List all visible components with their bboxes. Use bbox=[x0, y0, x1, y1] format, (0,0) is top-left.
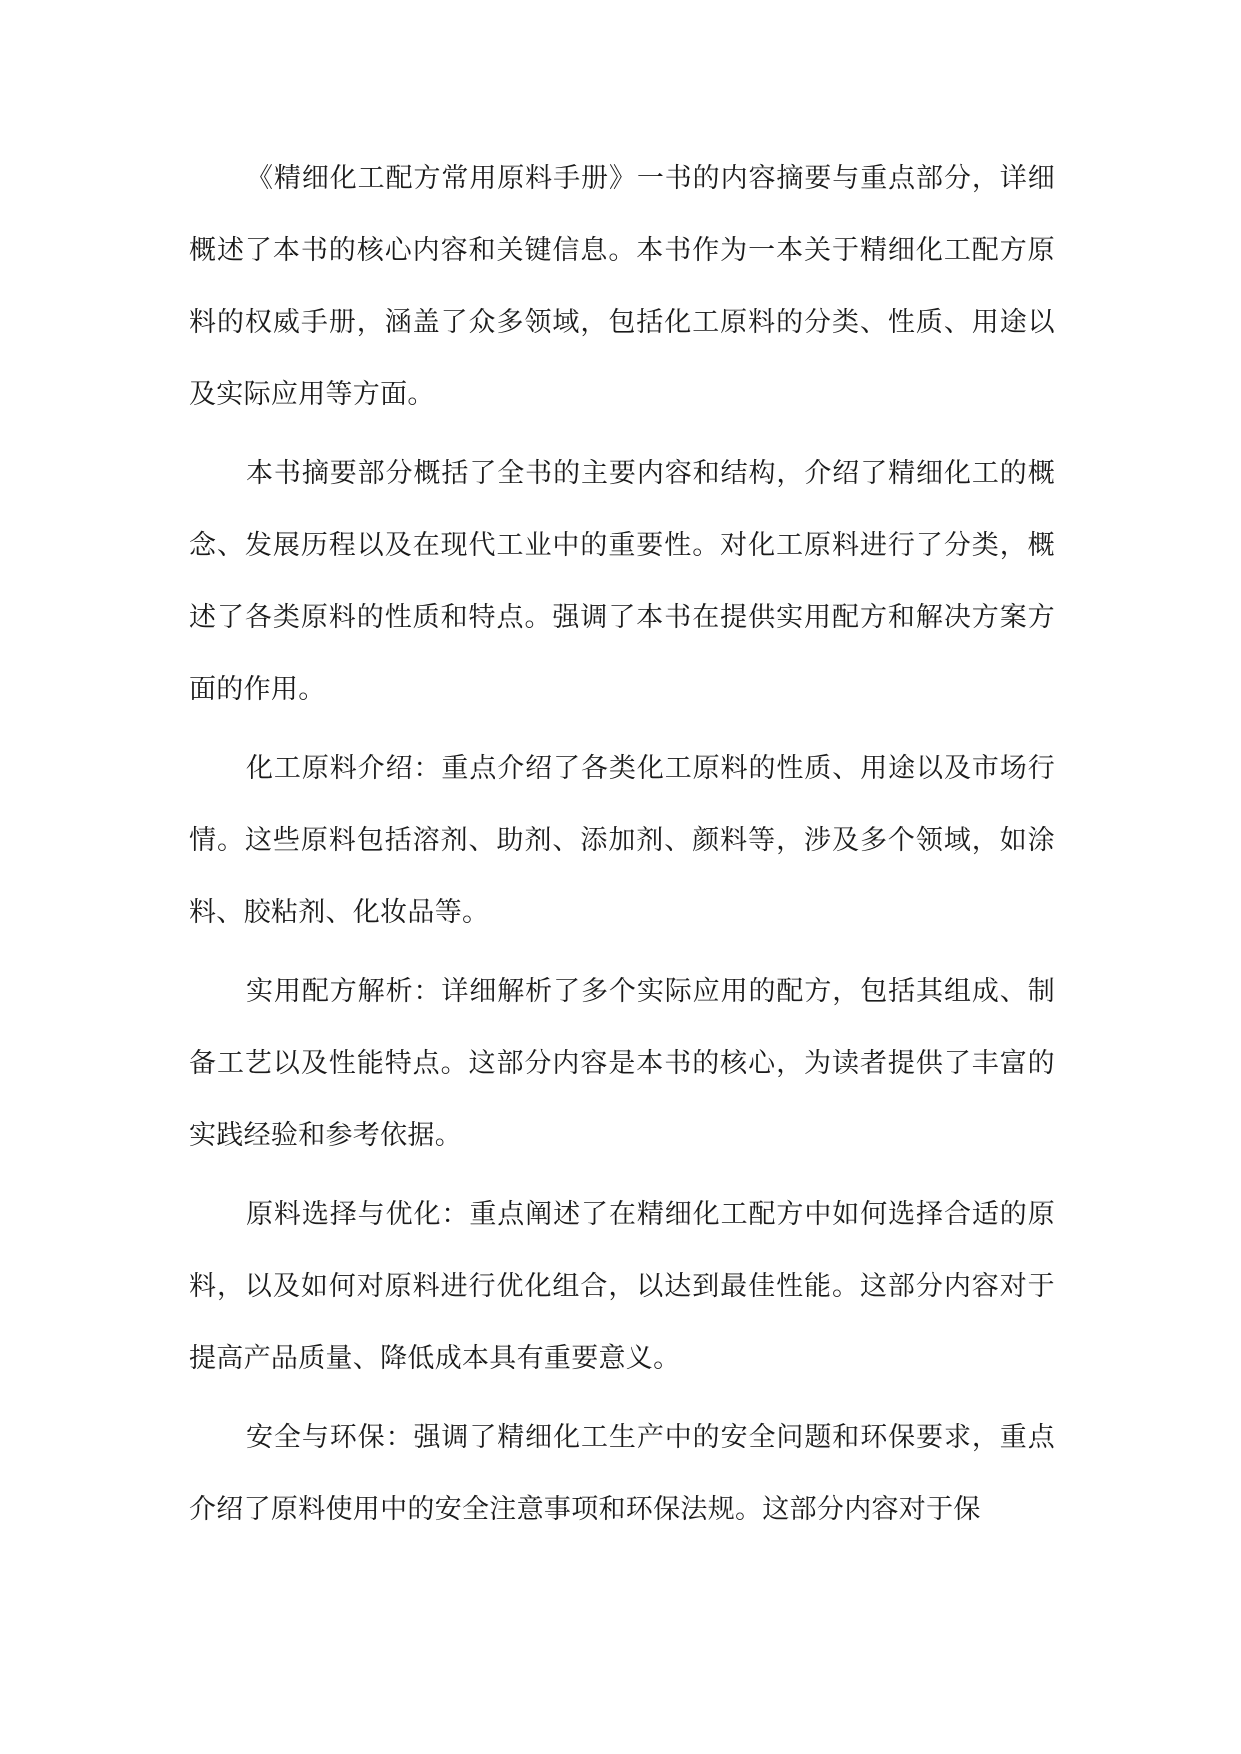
paragraph-formula-analysis: 实用配方解析：详细解析了多个实际应用的配方，包括其组成、制备工艺以及性能特点。这部分内容是本书的核心，为读者提供了丰富的实践经验和参考依据。 bbox=[189, 976, 1055, 1151]
paragraph-summary: 本书摘要部分概括了全书的主要内容和结构，介绍了精细化工的概念、发展历程以及在现代工业中的重要性。对化工原料进行了分类，概述了各类原料的性质和特点。强调了本书在提供实用配方和解决方案方面的作用。 bbox=[189, 458, 1055, 705]
paragraph-safety-environment: 安全与环保：强调了精细化工生产中的安全问题和环保要求，重点介绍了原料使用中的安全注意事项和环保法规。这部分内容对于保 bbox=[189, 1422, 1055, 1525]
paragraph-book-intro: 《精细化工配方常用原料手册》一书的内容摘要与重点部分，详细概述了本书的核心内容和关键信息。本书作为一本关于精细化工配方原料的权威手册，涵盖了众多领域，包括化工原料的分类、性质、用途以及实际应用等方面。 bbox=[189, 163, 1055, 410]
document-body bbox=[189, 143, 1055, 1546]
paragraph-raw-materials: 化工原料介绍：重点介绍了各类化工原料的性质、用途以及市场行情。这些原料包括溶剂、助剂、添加剂、颜料等，涉及多个领域，如涂料、胶粘剂、化妆品等。 bbox=[189, 753, 1055, 928]
paragraph-selection-optimization: 原料选择与优化：重点阐述了在精细化工配方中如何选择合适的原料，以及如何对原料进行优化组合，以达到最佳性能。这部分内容对于提高产品质量、降低成本具有重要意义。 bbox=[189, 1199, 1055, 1374]
